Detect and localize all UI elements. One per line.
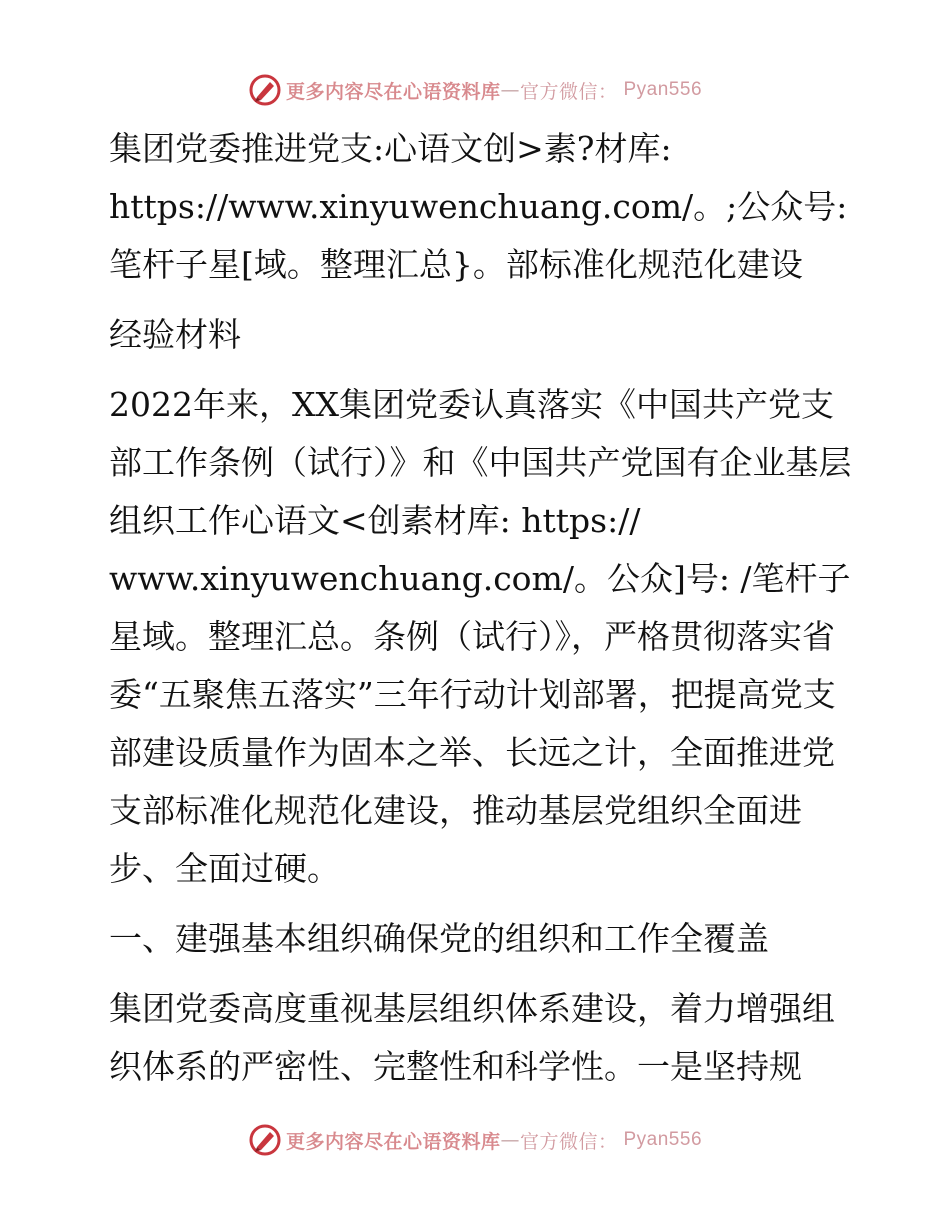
watermark-wechat-id: Pyan556 xyxy=(623,1129,703,1150)
watermark-wechat-id: Pyan556 xyxy=(623,79,703,100)
footer-watermark xyxy=(0,1120,950,1160)
paragraph-section-body: 集团党委高度重视基层组织体系建设，着力增强组织体系的严密性、完整性和科学性。一是坚持规 xyxy=(109,989,835,1086)
pen-seal-icon xyxy=(248,1123,282,1157)
watermark-sub-text: 官方微信： xyxy=(519,80,618,103)
watermark-main-text: 更多内容尽在心语资料库 xyxy=(285,80,501,103)
paragraph-subtitle: 经验材料 xyxy=(109,315,241,354)
watermark-sub-text: 官方微信： xyxy=(519,1130,618,1153)
pen-seal-icon xyxy=(248,73,282,107)
section-heading: 一、建强基本组织确保党的组织和工作全覆盖 xyxy=(109,919,769,958)
watermark-main-text: 更多内容尽在心语资料库 xyxy=(285,1130,501,1153)
watermark-dash: — xyxy=(500,79,520,101)
paragraph-intro: 2022年来，XX集团党委认真落实《中国共产党支部工作条例（试行）》和《中国共产党国有企业基层组织工作心语文<创素材库: https:// www.xinyuwenchuang.com/。公众]号: /笔杆子星域。整理汇总。条例（试行）》，严格贯彻落实省委“五聚焦五落实”三年行动计划部署，把提高党支部建设质量作为固本之举、长远之计，全面推进党支部标准化规范化建设，推动基层党组织全面进步、全面过硬。 xyxy=(109,385,852,888)
document-body xyxy=(97,120,852,1096)
watermark-dash: — xyxy=(500,1129,520,1151)
paragraph-title: 集团党委推进党支:心语文创>素?材库: https://www.xinyuwenchuang.com/。;公众号: 笔杆子星[域。整理汇总}。部标准化规范化建设 xyxy=(109,129,848,284)
header-watermark xyxy=(0,70,950,110)
